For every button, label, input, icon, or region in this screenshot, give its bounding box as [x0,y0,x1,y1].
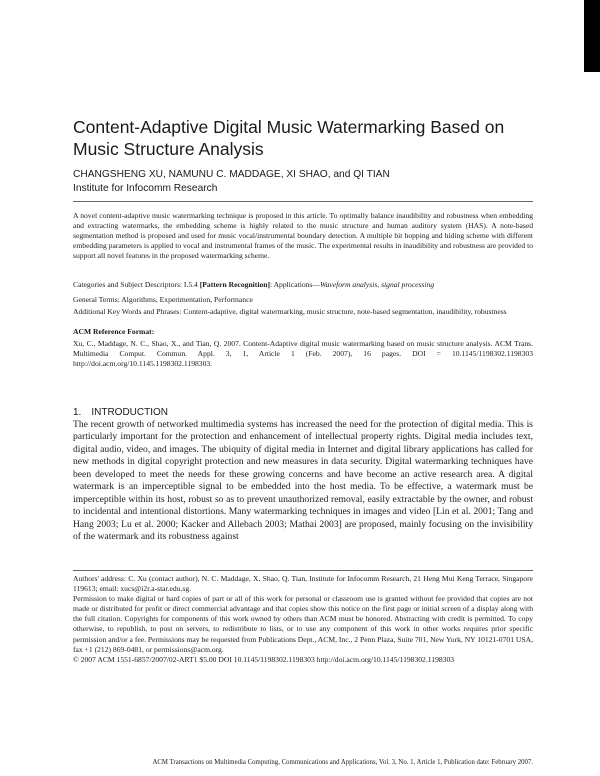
keywords: Additional Key Words and Phrases: Content-adaptive, digital watermarking, music structure, note-based segmentation, inaudibility, robustness [73,307,507,316]
footnotes [73,574,533,665]
affiliation: Institute for Infocomm Research [73,183,218,194]
general-terms: General Terms: Algorithms, Experimentation, Performance [73,295,253,304]
author-names: CHANGSHENG XU, NAMUNU C. MADDAGE, XI SHAO, and QI TIAN [73,169,390,180]
footnote-divider [73,570,533,571]
permission-notice: Permission to make digital or hard copies of part or all of this work for personal or classroom use is granted without fee provided that copies are not made or distributed for profit or direct commercial advantage and that copies show this notice on the first page or initial screen of a display along with the full citation. Copyrights for components of this work owned by others than ACM must be honored. Abstracting with credit is permitted. To copy otherwise, to republish, to post on servers, to redistribute to lists, or to use any component of this work in other works requires prior specific permission and/or a fee. Permissions may be requested from Publications Dept., ACM, Inc., 2 Penn Plaza, Suite 701, New York, NY 10121-0701 USA, fax +1 (212) 869-0481, or permissions@acm.org. [73,594,533,654]
thumb-index-tab [584,0,600,72]
categories-descriptors [73,280,533,290]
section-heading [73,407,533,418]
running-footer: ACM Transactions on Multimedia Computing, Communications and Applications, Vol. 3, No. 1, Article 1, Publication date: February 2007. [152,759,533,766]
categories-italic: Waveform analysis, signal processing [319,280,435,289]
author-block [73,168,533,196]
abstract: A novel content-adaptive music watermarking technique is proposed in this article. To optimally balance inaudibility and robustness when embedding and extracting watermarks, the embedding scheme is highly related to the music structure and human auditory system (HAS). A note-based segmentation method is proposed and used for music vocal/instrumental boundary detection. A multiple bit hopping and hiding scheme with different embedding parameters is applied to vocal and instrumental frames of the music. The experimental results in inaudibility and robustness are provided to support all novel features in the proposed watermarking scheme. [73,211,533,261]
categories-middle: : Applications— [269,280,320,289]
authors-address: Authors' address: C. Xu (contact author), N. C. Maddage, X. Shao, Q. Tian, Institute for Infocomm Research, 21 Heng Mui Keng Terrace, Singapore 119613; email: xucs@i2r.a-star.edu.sg. [73,574,533,594]
categories-prefix: Categories and Subject Descriptors: I.5.4 [73,280,200,289]
section-number: 1. [73,407,82,418]
copyright-line: © 2007 ACM 1551-6857/2007/02-ART1 $5.00 DOI 10.1145/1198302.1198303 http://doi.acm.org/10.1145/1198302.1198303 [73,654,455,664]
paper-title: Content-Adaptive Digital Music Watermarking Based on Music Structure Analysis [73,117,505,159]
header-divider [73,201,533,202]
section-title: INTRODUCTION [91,407,169,418]
reference-text: Xu, C., Maddage, N. C., Shao, X., and Tian, Q. 2007. Content-Adaptive digital music watermarking based on music structure analysis. ACM Trans. Multimedia Comput. Commun. Appl. 3, 1, Article 1 (Feb. 2007), 16 pages. DOI = 10.1145/1198302.1198303 http://doi.acm.org/10.1145.1198302.1198303. [73,339,533,369]
reference-heading: ACM Reference Format: [73,327,155,336]
intro-paragraph: The recent growth of networked multimedia systems has increased the need for the protection of digital media. This is particularly important for the protection and enhancement of intellectual property rights. Digital media includes text, digital audio, video, and images. The ubiquity of digital media in Internet and digital library applications has called for new methods in digital copyright protection and new measures in data security. Digital watermarking techniques have been developed to meet the needs for these growing concerns and have become an active research area. A digital watermark is an imperceptible signal to be embedded into the host media. To be effective, a watermark must be imperceptible within its host, robust so as to prevent unauthorized removal, easily extractable by the owner, and robust to incidental and intentional distortions. Many watermarking techniques in images and video [Lin et al. 2001; Tang and Hang 2003; Lu et al. 2000; Kacker and Allebach 2003; Mathai 2003] are proposed, mainly focusing on the invisibility of the watermark and its robustness against [73,419,533,543]
categories-bold: [Pattern Recognition] [199,280,270,289]
